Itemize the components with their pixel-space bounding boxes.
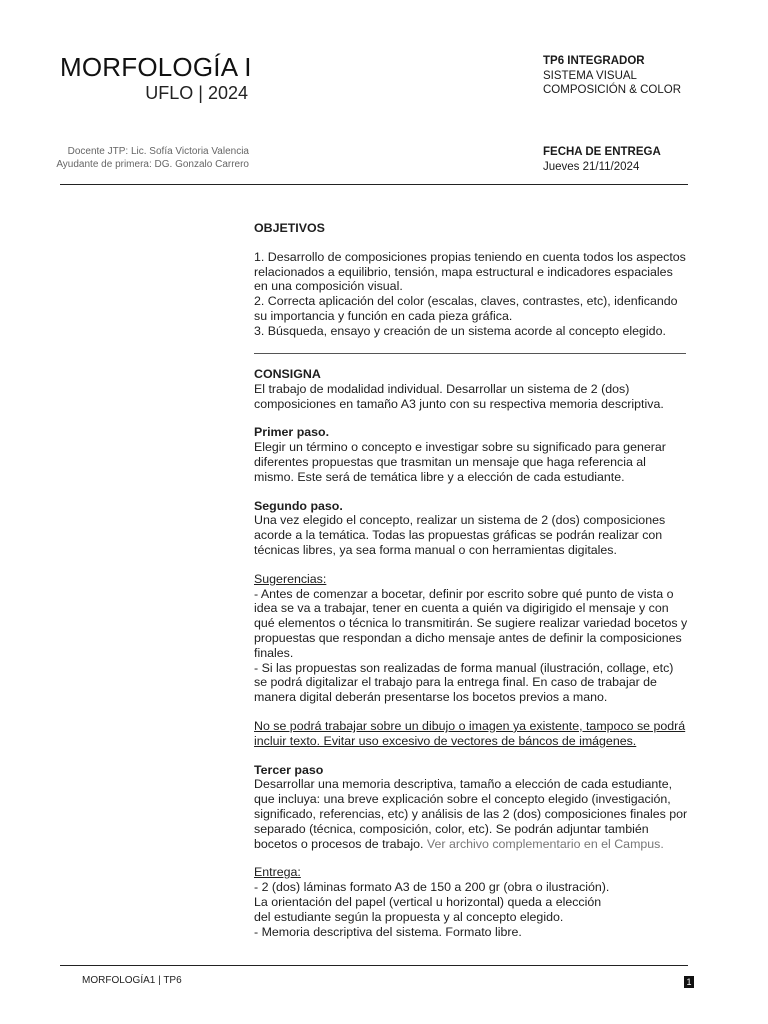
entrega-line-4: - Memoria descriptiva del sistema. Formato libre.	[254, 924, 522, 939]
tp-title: TP6 INTEGRADOR	[543, 55, 645, 67]
tp-line-3: COMPOSICIÓN & COLOR	[543, 84, 682, 96]
header-divider	[60, 184, 688, 185]
sugerencia-item-2: - Si las propuestas son realizadas de forma manual (ilustración, collage, etc) se podrá digitalizar el trabajo para la entrega final. En caso de trabajar de manera digital deberán presentarse los bocetos previos a mano.	[254, 660, 674, 705]
tercer-paso-heading: Tercer paso	[254, 762, 324, 777]
staff-info	[56, 145, 249, 171]
document-subtitle: UFLO | 2024	[145, 83, 248, 103]
sugerencia-item-1: - Antes de comenzar a bocetar, definir por escrito sobre qué punto de vista o idea se va a trabajar, tener en cuenta a quién va digirigido el mensaje y con qué elementos o técnica lo transmitirán. Se sugiere realizar variedad bocetos y propuestas que respondan a dicho mensaje antes de definir la composiciones finales.	[254, 586, 688, 660]
docente-line: Docente JTP: Lic. Sofía Victoria Valencia	[67, 146, 249, 157]
primer-paso-text: Elegir un término o concepto e investigar sobre su significado para generar diferentes propuestas que trasmitan un mensaje que haga referencia al mismo. Este será de temática libre y a elección de cada estudiante.	[254, 440, 666, 484]
footer-label: MORFOLOGÍA1 | TP6	[82, 975, 182, 986]
objetivo-item-3: 3. Búsqueda, ensayo y creación de un sistema acorde al concepto elegido.	[254, 323, 666, 338]
document-title: MORFOLOGÍA I	[60, 52, 252, 82]
section-divider	[254, 353, 686, 354]
entrega-heading: Entrega:	[254, 865, 301, 880]
due-date	[543, 145, 661, 174]
tercer-paso-text	[254, 777, 688, 851]
page-number: 1	[684, 976, 694, 988]
entrega-line-1: - 2 (dos) láminas formato A3 de 150 a 200 gr (obra o ilustración).	[254, 880, 610, 895]
due-date-value: Jueves 21/11/2024	[543, 160, 640, 173]
objetivo-item-1: 1. Desarrollo de composiciones propias teniendo en cuenta todos los aspectos relacionados a equilibrio, tensión, mapa estructural e indicadores espaciales en una composición visual.	[254, 249, 686, 294]
campus-note: Ver archivo complementario en el Campus.	[426, 836, 664, 851]
ayudante-line: Ayudante de primera: DG. Gonzalo Carrero	[56, 159, 249, 170]
entrega-line-3: del estudiante según la propuesta y al concepto elegido.	[254, 909, 564, 924]
primer-paso-heading: Primer paso.	[254, 425, 330, 440]
objetivos-section	[254, 221, 688, 339]
entrega-line-2: La orientación del papel (vertical u horizontal) queda a elección	[254, 894, 602, 909]
objetivo-item-2: 2. Correcta aplicación del color (escalas, claves, contrastes, etc), idenficando su importancia y función en cada pieza gráfica.	[254, 294, 678, 323]
tercer-paso-body: Desarrollar una memoria descriptiva, tamaño a elección de cada estudiante, que incluya: una breve explicación sobre el concepto elegido (investigación, significado, referencias, etc) y análisis de las 2 (dos) composiciones finales por separado (técnica, composición, color, etc). Se podrán adjuntar también bocetos o procesos de trabajo.	[254, 777, 688, 851]
sugerencias-heading: Sugerencias:	[254, 571, 327, 586]
consigna-heading: CONSIGNA	[254, 367, 321, 381]
objetivos-heading: OBJETIVOS	[254, 221, 325, 235]
footer-divider	[60, 965, 688, 966]
tp-info	[543, 54, 681, 98]
warning-note: No se podrá trabajar sobre un dibujo o imagen ya existente, tampoco se podrá incluir texto. Evitar uso excesivo de vectores de báncos de imágenes.	[254, 718, 686, 748]
due-date-label: FECHA DE ENTREGA	[543, 146, 661, 158]
consigna-text: El trabajo de modalidad individual. Desarrollar un sistema de 2 (dos) composiciones en tamaño A3 junto con su respectiva memoria descriptiva.	[254, 381, 664, 411]
segundo-paso-heading: Segundo paso.	[254, 498, 343, 513]
consigna-section	[254, 367, 688, 939]
tp-line-2: SISTEMA VISUAL	[543, 69, 637, 82]
segundo-paso-text: Una vez elegido el concepto, realizar un sistema de 2 (dos) composiciones acorde a la temática. Todas las propuestas gráficas se podrán realizar con técnicas libres, ya sea forma manual o con herramientas digitales.	[254, 513, 666, 557]
